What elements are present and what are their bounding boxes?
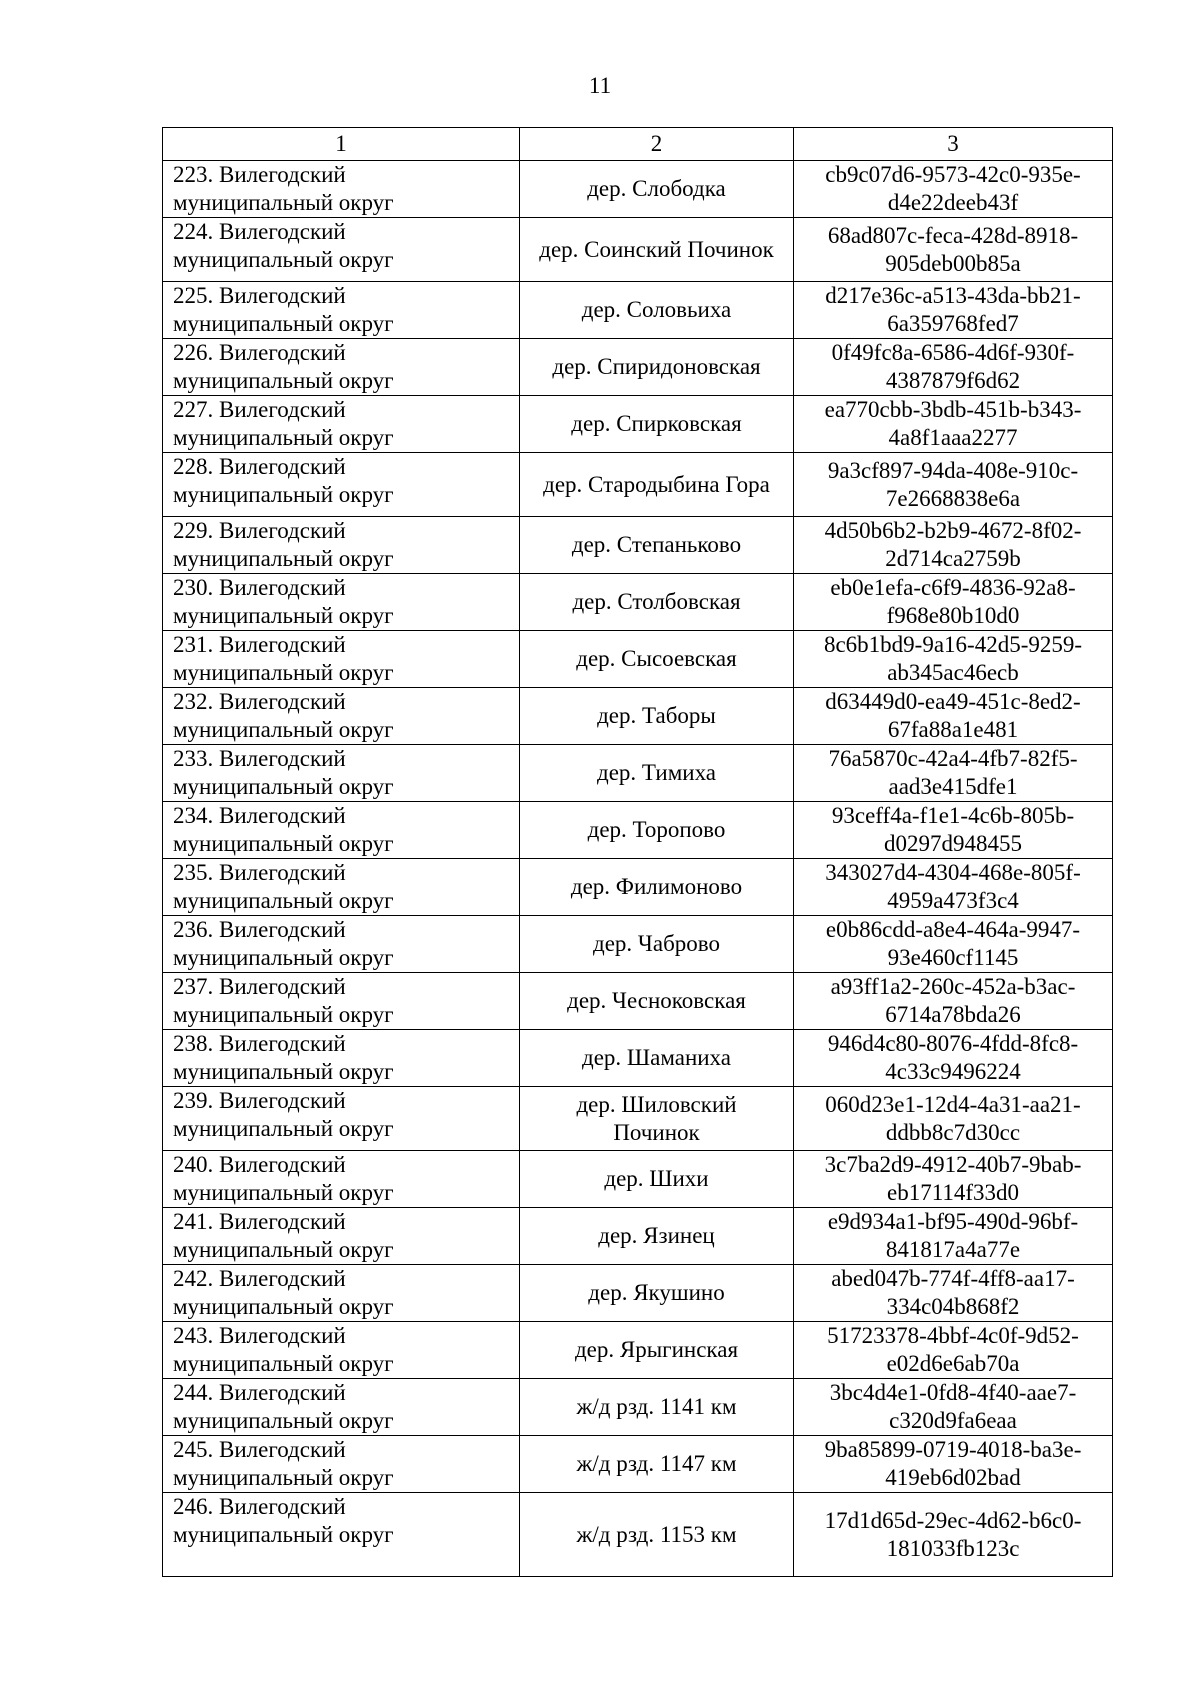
guid-text: 0f49fc8a-6586-4d6f-930f-	[831, 340, 1075, 365]
district-cell	[163, 1436, 520, 1493]
table-row	[163, 1436, 1113, 1493]
district-text: муниципальный округ	[173, 1002, 394, 1027]
table-row	[163, 1030, 1113, 1087]
settlement-cell: дер. Тимиха	[520, 745, 794, 802]
district-cell	[163, 1030, 520, 1087]
guid-text: e0b86cdd-a8e4-464a-9947-	[825, 917, 1081, 942]
district-text: 239. Вилегодский	[173, 1088, 346, 1113]
district-text: муниципальный округ	[173, 603, 394, 628]
guid-cell	[794, 1322, 1113, 1379]
guid-text: 17d1d65d-29ec-4d62-b6c0-	[824, 1507, 1082, 1533]
guid-text: 76a5870c-42a4-4fb7-82f5-	[828, 746, 1078, 771]
district-cell	[163, 631, 520, 688]
district-text: 227. Вилегодский	[173, 397, 346, 422]
guid-cell	[794, 339, 1113, 396]
guid-text: 6714a78bda26	[885, 1002, 1021, 1027]
district-cell	[163, 973, 520, 1030]
table-row	[163, 396, 1113, 453]
district-text: 236. Вилегодский	[173, 917, 346, 942]
guid-cell	[794, 1208, 1113, 1265]
guid-cell	[794, 1087, 1113, 1151]
guid-text: abed047b-774f-4ff8-aa17-	[831, 1266, 1075, 1291]
settlement-cell: дер. Спиридоновская	[520, 339, 794, 396]
guid-text: 905deb00b85a	[885, 250, 1021, 276]
column-header-1: 1	[163, 128, 520, 161]
settlement-cell: дер. Филимоново	[520, 859, 794, 916]
guid-cell	[794, 802, 1113, 859]
district-text: муниципальный округ	[173, 190, 394, 215]
guid-text: 4c33c9496224	[885, 1059, 1021, 1084]
district-text: муниципальный округ	[173, 945, 394, 970]
guid-cell	[794, 688, 1113, 745]
guid-text: 93ceff4a-f1e1-4c6b-805b-	[831, 803, 1075, 828]
guid-cell	[794, 396, 1113, 453]
district-text: муниципальный округ	[173, 774, 394, 799]
district-text: муниципальный округ	[173, 425, 394, 450]
district-text: 230. Вилегодский	[173, 575, 346, 600]
table-row	[163, 802, 1113, 859]
guid-text: ea770cbb-3bdb-451b-b343-	[824, 397, 1082, 422]
guid-text: eb17114f33d0	[886, 1180, 1019, 1205]
table-row	[163, 282, 1113, 339]
table-row	[163, 631, 1113, 688]
district-text: 243. Вилегодский	[173, 1323, 346, 1348]
guid-cell	[794, 859, 1113, 916]
guid-cell	[794, 1030, 1113, 1087]
district-cell	[163, 282, 520, 339]
settlement-cell: ж/д рзд. 1147 км	[520, 1436, 794, 1493]
guid-text: 2d714ca2759b	[885, 546, 1021, 571]
district-text: 234. Вилегодский	[173, 803, 346, 828]
guid-text: 343027d4-4304-468e-805f-	[825, 860, 1081, 885]
settlement-cell: дер. Спирковская	[520, 396, 794, 453]
guid-text: 67fa88a1e481	[887, 717, 1019, 742]
settlement-cell: дер. Шаманиха	[520, 1030, 794, 1087]
guid-text: ab345ac46ecb	[887, 660, 1019, 685]
guid-text: cb9c07d6-9573-42c0-935e-	[825, 162, 1081, 187]
guid-text: d0297d948455	[884, 831, 1022, 856]
guid-text: 4d50b6b2-b2b9-4672-8f02-	[824, 518, 1082, 543]
guid-text: e9d934a1-bf95-490d-96bf-	[827, 1209, 1079, 1234]
district-cell	[163, 802, 520, 859]
district-text: 246. Вилегодский	[173, 1494, 346, 1519]
guid-cell	[794, 574, 1113, 631]
table-row	[163, 1493, 1113, 1577]
district-text: муниципальный округ	[173, 1522, 394, 1547]
district-cell	[163, 688, 520, 745]
district-cell	[163, 517, 520, 574]
district-text: 241. Вилегодский	[173, 1209, 346, 1234]
guid-text: 3c7ba2d9-4912-40b7-9bab-	[824, 1152, 1082, 1177]
table-row	[163, 745, 1113, 802]
settlement-cell: дер. Слободка	[520, 161, 794, 218]
guid-text: 060d23e1-12d4-4a31-aa21-	[825, 1091, 1081, 1117]
table-row	[163, 453, 1113, 517]
district-text: муниципальный округ	[173, 1180, 394, 1205]
guid-text: 7e2668838e6a	[885, 485, 1021, 511]
district-cell	[163, 1265, 520, 1322]
district-text: муниципальный округ	[173, 831, 394, 856]
district-text: муниципальный округ	[173, 1294, 394, 1319]
district-text: муниципальный округ	[173, 546, 394, 571]
district-text: 232. Вилегодский	[173, 689, 346, 714]
guid-cell	[794, 1379, 1113, 1436]
table-row	[163, 1208, 1113, 1265]
guid-cell	[794, 916, 1113, 973]
settlement-cell: ж/д рзд. 1153 км	[520, 1493, 794, 1577]
district-text: муниципальный округ	[173, 1351, 394, 1376]
settlement-registry-table	[162, 127, 1113, 1577]
guid-text: d217e36c-a513-43da-bb21-	[825, 283, 1081, 308]
page-number: 11	[588, 73, 612, 98]
district-cell	[163, 745, 520, 802]
guid-text: 4a8f1aaa2277	[888, 425, 1018, 450]
guid-cell	[794, 453, 1113, 517]
district-text: муниципальный округ	[173, 1237, 394, 1262]
guid-text: 68ad807c-feca-428d-8918-	[827, 222, 1079, 248]
district-cell	[163, 339, 520, 396]
guid-text: 181033fb123c	[886, 1535, 1020, 1561]
guid-cell	[794, 1265, 1113, 1322]
district-text: муниципальный округ	[173, 888, 394, 913]
district-text: 225. Вилегодский	[173, 283, 346, 308]
table-row	[163, 339, 1113, 396]
guid-cell	[794, 745, 1113, 802]
district-cell	[163, 396, 520, 453]
district-cell	[163, 1208, 520, 1265]
district-text: 235. Вилегодский	[173, 860, 346, 885]
table-row	[163, 517, 1113, 574]
guid-text: eb0e1efa-c6f9-4836-92a8-	[830, 575, 1076, 600]
settlement-cell: дер. Сысоевская	[520, 631, 794, 688]
district-text: 228. Вилегодский	[173, 454, 346, 479]
settlement-cell: дер. Шиловский Починок	[520, 1087, 794, 1151]
district-text: 226. Вилегодский	[173, 340, 346, 365]
table-row	[163, 1379, 1113, 1436]
district-text: муниципальный округ	[173, 1465, 394, 1490]
guid-text: e02d6e6ab70a	[886, 1351, 1020, 1376]
district-text: 240. Вилегодский	[173, 1152, 346, 1177]
table-row	[163, 973, 1113, 1030]
settlement-cell: дер. Чаброво	[520, 916, 794, 973]
district-text: 244. Вилегодский	[173, 1380, 346, 1405]
district-text: муниципальный округ	[173, 368, 394, 393]
district-cell	[163, 1087, 520, 1151]
guid-text: 9ba85899-0719-4018-ba3e-	[824, 1437, 1082, 1462]
district-text: муниципальный округ	[173, 247, 394, 272]
table-row	[163, 218, 1113, 282]
district-text: 223. Вилегодский	[173, 162, 346, 187]
column-header-2: 2	[520, 128, 794, 161]
guid-cell	[794, 631, 1113, 688]
table-header-row	[163, 128, 1113, 161]
table-row	[163, 688, 1113, 745]
table-row	[163, 574, 1113, 631]
district-text: 233. Вилегодский	[173, 746, 346, 771]
guid-text: d4e22deeb43f	[887, 190, 1019, 215]
district-text: 231. Вилегодский	[173, 632, 346, 657]
guid-text: 9a3cf897-94da-408e-910c-	[827, 457, 1079, 483]
district-text: муниципальный округ	[173, 1116, 394, 1141]
guid-cell	[794, 517, 1113, 574]
guid-text: 51723378-4bbf-4c0f-9d52-	[827, 1323, 1079, 1348]
guid-text: 93e460cf1145	[887, 945, 1019, 970]
table-row	[163, 161, 1113, 218]
district-cell	[163, 1151, 520, 1208]
district-text: муниципальный округ	[173, 1059, 394, 1084]
guid-cell	[794, 282, 1113, 339]
settlement-cell: дер. Ярыгинская	[520, 1322, 794, 1379]
guid-cell	[794, 1493, 1113, 1577]
settlement-cell: дер. Соловьиха	[520, 282, 794, 339]
settlement-cell: дер. Столбовская	[520, 574, 794, 631]
district-cell	[163, 1493, 520, 1577]
settlement-cell: дер. Торопово	[520, 802, 794, 859]
guid-cell	[794, 1436, 1113, 1493]
district-text: 229. Вилегодский	[173, 518, 346, 543]
table-row	[163, 1322, 1113, 1379]
guid-cell	[794, 218, 1113, 282]
district-text: муниципальный округ	[173, 717, 394, 742]
settlement-cell: дер. Шихи	[520, 1151, 794, 1208]
district-cell	[163, 916, 520, 973]
guid-text: 419eb6d02bad	[885, 1465, 1021, 1490]
district-cell	[163, 859, 520, 916]
guid-cell	[794, 1151, 1113, 1208]
district-cell	[163, 161, 520, 218]
district-cell	[163, 1379, 520, 1436]
district-text: 242. Вилегодский	[173, 1266, 346, 1291]
guid-text: 4959a473f3c4	[887, 888, 1019, 913]
settlement-cell: дер. Соинский Починок	[520, 218, 794, 282]
table-row	[163, 1265, 1113, 1322]
table-row	[163, 1151, 1113, 1208]
guid-text: aad3e415dfe1	[888, 774, 1018, 799]
guid-text: f968e80b10d0	[886, 603, 1020, 628]
guid-cell	[794, 161, 1113, 218]
district-text: муниципальный округ	[173, 311, 394, 336]
district-text: 245. Вилегодский	[173, 1437, 346, 1462]
guid-text: 334c04b868f2	[886, 1294, 1020, 1319]
table-row	[163, 859, 1113, 916]
guid-cell	[794, 973, 1113, 1030]
settlement-cell: дер. Якушино	[520, 1265, 794, 1322]
district-text: муниципальный округ	[173, 1408, 394, 1433]
table-row	[163, 916, 1113, 973]
column-header-3: 3	[794, 128, 1113, 161]
settlement-cell: дер. Стародыбина Гора	[520, 453, 794, 517]
guid-text: 8c6b1bd9-9a16-42d5-9259-	[823, 632, 1083, 657]
guid-text: c320d9fa6eaa	[889, 1408, 1017, 1433]
district-cell	[163, 574, 520, 631]
table-row	[163, 1087, 1113, 1151]
district-cell	[163, 453, 520, 517]
guid-text: 4387879f6d62	[885, 368, 1021, 393]
district-text: 238. Вилегодский	[173, 1031, 346, 1056]
guid-text: d63449d0-ea49-451c-8ed2-	[825, 689, 1081, 714]
settlement-cell: дер. Таборы	[520, 688, 794, 745]
guid-text: a93ff1a2-260c-452a-b3ac-	[830, 974, 1076, 999]
settlement-cell: ж/д рзд. 1141 км	[520, 1379, 794, 1436]
settlement-cell: дер. Степаньково	[520, 517, 794, 574]
guid-text: 6a359768fed7	[887, 311, 1019, 336]
district-text: муниципальный округ	[173, 660, 394, 685]
district-cell	[163, 1322, 520, 1379]
guid-text: 841817a4a77e	[885, 1237, 1021, 1262]
settlement-cell: дер. Чесноковская	[520, 973, 794, 1030]
guid-text: ddbb8c7d30cc	[885, 1119, 1021, 1145]
settlement-cell: дер. Язинец	[520, 1208, 794, 1265]
district-text: 237. Вилегодский	[173, 974, 346, 999]
guid-text: 3bc4d4e1-0fd8-4f40-aae7-	[829, 1380, 1077, 1405]
table-body	[163, 161, 1113, 1577]
district-text: муниципальный округ	[173, 482, 394, 507]
district-text: 224. Вилегодский	[173, 219, 346, 244]
district-cell	[163, 218, 520, 282]
guid-text: 946d4c80-8076-4fdd-8fc8-	[827, 1031, 1079, 1056]
